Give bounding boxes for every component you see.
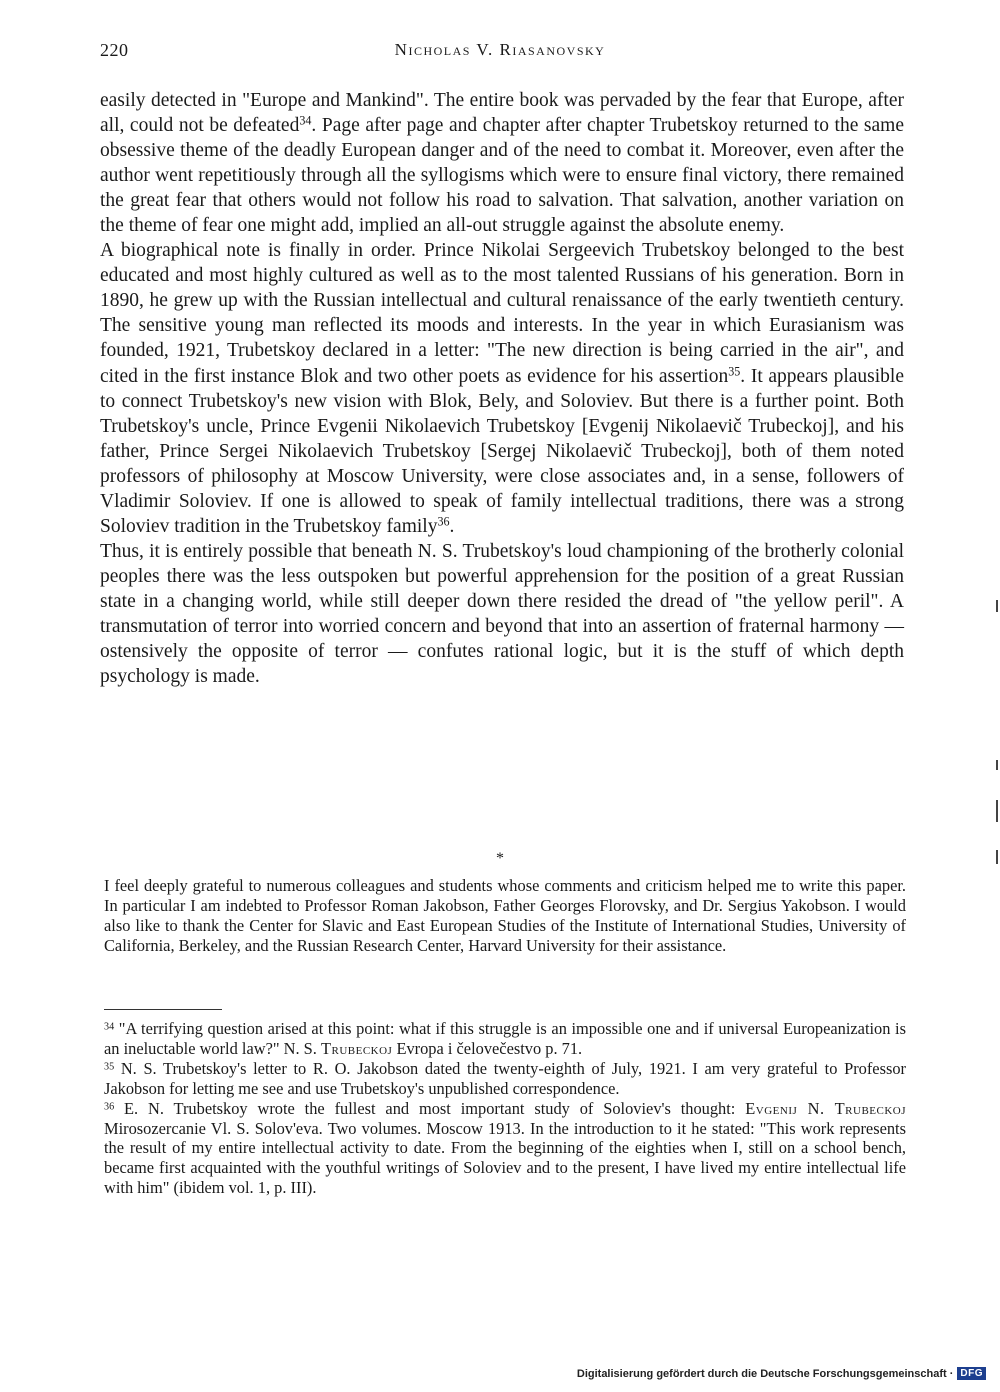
- footnote-34-text-b: Evropa i čelovečestvo p. 71.: [392, 1038, 583, 1058]
- paragraph-1-text-a: easily detected in "Europe and Mankind". The entire book was pervaded by the fear that Europe, after all, could not be defeated: [100, 90, 904, 137]
- scan-margin-mark: [996, 800, 998, 822]
- footnote-35: [104, 1059, 906, 1099]
- footnote-ref-36: 36: [437, 514, 450, 529]
- footnote-34-text-a: "A terrifying question arised at this point: what if this struggle is an impossible one and if universal Europeanization is an ineluctable world law?" N. S.: [104, 1019, 906, 1058]
- paragraph-2-text-b: . It appears plausible to connect Trubetskoy's new vision with Blok, Bely, and Soloviev. But there is a further point. Both Trubetskoy's uncle, Prince Evgenii Nikolaevich Trubetskoy [Evgenij Nikolaevič Trubeckoj], and his father, Prince Sergei Nikolaevich Trubetskoy [Sergej Nikolaevič Trubeckoj], both of them noted professors of philosophy at Moscow University, were close associates and, in a sense, followers of Vladimir Soloviev. If one is allowed to speak of family intellectual traditions, there was a strong Soloviev tradition in the Trubetskoy family: [100, 365, 904, 537]
- scan-margin-mark: [996, 850, 998, 864]
- footnote-34-mark: 34: [104, 1021, 115, 1033]
- footnote-ref-35: 35: [728, 363, 741, 378]
- footnote-36-text-b: Mirosozercanie Vl. S. Solov'eva. Two volumes. Moscow 1913. In the introduction to it he stated: "This work represents the result of my entire intellectual activity to date. From the beginning of the eighties when I, still on a school bench, became first acquainted with the youthful writings of Soloviev and to the present, I have lived my entire intellectual life with him" (ibidem vol. 1, p. III).: [104, 1118, 906, 1198]
- footnotes: [104, 1019, 906, 1198]
- footnote-36-text-a: E. N. Trubetskoy wrote the fullest and most important study of Soloviev's thought:: [114, 1098, 746, 1118]
- running-head: Nicholas V. Riasanovsky: [394, 40, 606, 59]
- paragraph-1-text-b: . Page after page and chapter after chapter Trubetskoy returned to the same obsessive theme of the deadly European danger and of the need to combat it. Moreover, even after the author went repetitiously through all the syllogisms which were to ensure final victory, there remained the great fear that others would not follow his road to salvation. That salvation, another variation on the theme of fear one might add, implied an all-out struggle against the absolute enemy.: [100, 115, 904, 237]
- paragraph-2: [100, 238, 904, 539]
- digitization-credit: [577, 1367, 986, 1380]
- footnote-34: [104, 1019, 906, 1059]
- dfg-logo: DFG: [957, 1367, 986, 1380]
- paragraph-2-text-c: .: [449, 515, 455, 537]
- footnote-rule: [104, 1009, 222, 1010]
- acknowledgment-note: I feel deeply grateful to numerous colleagues and students whose comments and criticism helped me to write this paper. In particular I am indebted to Professor Roman Jakobson, Father Georges Florovsky, and Dr. Sergius Yakobson. I would also like to thank the Center for Slavic and East European Studies of the Institute of International Studies, University of California, Berkeley, and the Russian Research Center, Harvard University for their assistance.: [104, 876, 906, 955]
- footnote-ref-34: 34: [299, 113, 312, 128]
- paragraph-1: [100, 88, 904, 238]
- footnote-36-author: Evgenij N. Trubeckoj: [745, 1098, 906, 1118]
- paragraph-3: Thus, it is entirely possible that beneath N. S. Trubetskoy's loud championing of the brotherly colonial peoples there was the less outspoken but powerful apprehension for the position of a great Russian state in a changing world, while still deeper down there resided the dread of "the yellow peril". A transmutation of terror into worried concern and beyond that into an assertion of fraternal harmony — ostensively the opposite of terror — confutes rational logic, but it is the stuff of which depth psychology is made.: [100, 540, 904, 688]
- footnote-36-mark: 36: [104, 1101, 115, 1113]
- paragraph-2-text-a: A biographical note is finally in order. Prince Nikolai Sergeevich Trubetskoy belonged to the best educated and most highly cultured as well as to the most talented Russians of his generation. Born in 1890, he grew up with the Russian intellectual and cultural renaissance of the early twentieth century. The sensitive young man reflected its moods and interests. In the year in which Eurasianism was founded, 1921, Trubetskoy declared in a letter: "The new direction is being carried in the air", and cited in the first instance Blok and two other poets as evidence for his assertion: [100, 240, 904, 387]
- digitization-credit-text: Digitalisierung gefördert durch die Deutsche Forschungsgemeinschaft ·: [576, 1367, 954, 1380]
- scan-margin-mark: [996, 760, 998, 770]
- footnote-35-mark: 35: [104, 1061, 115, 1073]
- scan-margin-mark: [996, 600, 998, 612]
- page-number: 220: [100, 40, 129, 60]
- footnote-36: [104, 1099, 906, 1199]
- footnote-34-author: Trubeckoj: [320, 1038, 393, 1058]
- footnote-35-text: N. S. Trubetskoy's letter to R. O. Jakobson dated the twenty-eighth of July, 1921. I am very grateful to Professor Jakobson for letting me see and use Trubetskoy's unpublished correspondence.: [104, 1058, 906, 1098]
- body-text: [100, 88, 904, 689]
- section-separator: *: [496, 850, 504, 867]
